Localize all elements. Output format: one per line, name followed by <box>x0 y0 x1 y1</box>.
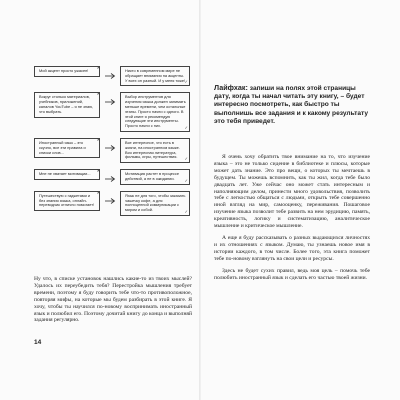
check-icon: ✓ <box>184 156 188 162</box>
check-icon: ✓ <box>184 208 188 214</box>
beliefs-table <box>34 66 190 222</box>
check-icon: ✓ <box>184 124 188 130</box>
right-paragraph-2: А еще я буду рассказывать о разных выдающихся личностях и их отношениях с языком. Думаю, ты узнаешь новое имя в истории каждого, в том числе. Более того, эта книга поможет тебе по-новому взглянуть на свои цели и ресурсы. <box>214 234 370 262</box>
lifehack-label: Лайфхак: <box>214 83 248 92</box>
belief-row <box>34 169 190 185</box>
cross-icon: ✕ <box>96 189 100 195</box>
reframed-belief-box <box>120 191 190 216</box>
reframed-belief-text: Мотивация растет в процессе действий, а не в ожидании. <box>125 171 179 181</box>
limiting-belief-box <box>34 138 100 158</box>
reframed-belief-text: Все интересное, что есть в жизни, на иностранном языке. Вся интересная литература, фильмы, игры, путешествия. <box>125 139 180 160</box>
belief-row <box>34 138 190 163</box>
reframed-belief-text: Никто в современном мире не обращает внимания на акценты. У всех он разный. И у меня тоже! <box>125 68 186 83</box>
limiting-belief-text: Иностранный язык – это скучно, все эти правила и списки слов... <box>39 139 86 155</box>
right-paragraph-3: Здесь не будет сухих правил, ведь моя цель – помочь тебе полюбить иностранный язык и сделать его частью твоей жизни. <box>214 267 370 281</box>
right-paragraph-1: Я очень хочу обратить твое внимание на то, что изучение языка – это не только сидение в библиотеке и плюсы, которые может дать знание. Это про вещи, о которых ты мечтаешь в будущем. Ты можешь вспомнить, как ты жил, когда тебе было двадцать лет. Уже сейчас оно может стать интересным и наполняющим делом, принести много удовольствия, позволить тебе с легкостью общаться с людьми, открыть тебе совершенно иной взгляд на мир, самооценку, переживания. Пошаговое изучение языка позволит тебе развить на нем эрудицию, память, креативность, логику и систематизацию, аналитическое мышление и критическое мышление. <box>214 154 370 230</box>
page-number: 14 <box>34 339 42 346</box>
reframed-belief-text: Язык не для того, чтобы заказать чашечку кофе, а для полноценной коммуникации с миром и собой. <box>125 192 186 213</box>
limiting-belief-box <box>34 92 100 117</box>
limiting-belief-box <box>34 66 100 77</box>
reframed-belief-text: Выбор инструментов для изучения языка должен занимать меньше времени, чем остальные этапы. Просто начни с одного. В этой книге я рекомендую следующие эти инструменты. Просто начни с них. <box>125 94 186 129</box>
belief-row <box>34 191 190 216</box>
book-gutter <box>199 0 201 400</box>
reframed-belief-box <box>120 92 190 132</box>
right-body-text <box>214 154 370 286</box>
belief-row <box>34 92 190 132</box>
reframed-belief-box <box>120 138 190 163</box>
left-body-text: Ну что, в списке установок нашлись какие-то из твоих мыслей? Удалось их переубедить тебя? Перестройка мышления требует времени, поэтому я буду говорить тебе что-то противоположное, повторяя мифы, на которые мы будем разбирать в этой книге. Я хочу, чтобы ты научился по-новому воспринимать иностранный язык и полюбил его. Поэтому дочитай книгу до конца и выполняй задания регулярно. <box>34 276 192 324</box>
belief-row <box>34 66 190 86</box>
limiting-belief-text: Мой акцент просто ужасен! <box>39 68 89 73</box>
check-icon: ✓ <box>184 79 188 85</box>
arrow-right-icon <box>104 175 116 183</box>
arrow-right-icon <box>104 98 116 106</box>
limiting-belief-box <box>34 169 100 180</box>
cross-icon: ✕ <box>96 65 100 70</box>
check-icon: ✓ <box>184 177 188 183</box>
lifehack-callout <box>214 84 370 126</box>
reframed-belief-box <box>120 169 190 185</box>
cross-icon: ✕ <box>96 91 100 97</box>
arrow-right-icon <box>104 197 116 205</box>
limiting-belief-text: Мне не хватает мотивации... <box>39 171 91 177</box>
cross-icon: ✕ <box>96 168 100 174</box>
reframed-belief-box <box>120 66 190 86</box>
lifehack-text: запиши на полях этой страницы дату, когда ты начал читать эту книгу, – будет интересно посмотреть, как быстро ты выполнишь все задания и к какому результату это тебя приведет. <box>214 85 369 125</box>
limiting-belief-text: Вокруг столько материалов, учебников, приложений, каналов YouTube – я не знаю, что выбрать. <box>39 94 94 114</box>
cross-icon: ✕ <box>96 136 100 142</box>
arrow-right-icon <box>104 144 116 152</box>
arrow-right-icon <box>104 72 116 80</box>
limiting-belief-box <box>34 191 100 211</box>
limiting-belief-text: Путешествую с гаджетами и без знания языка, онлайн-переводчик отлично помогает! <box>39 192 95 208</box>
